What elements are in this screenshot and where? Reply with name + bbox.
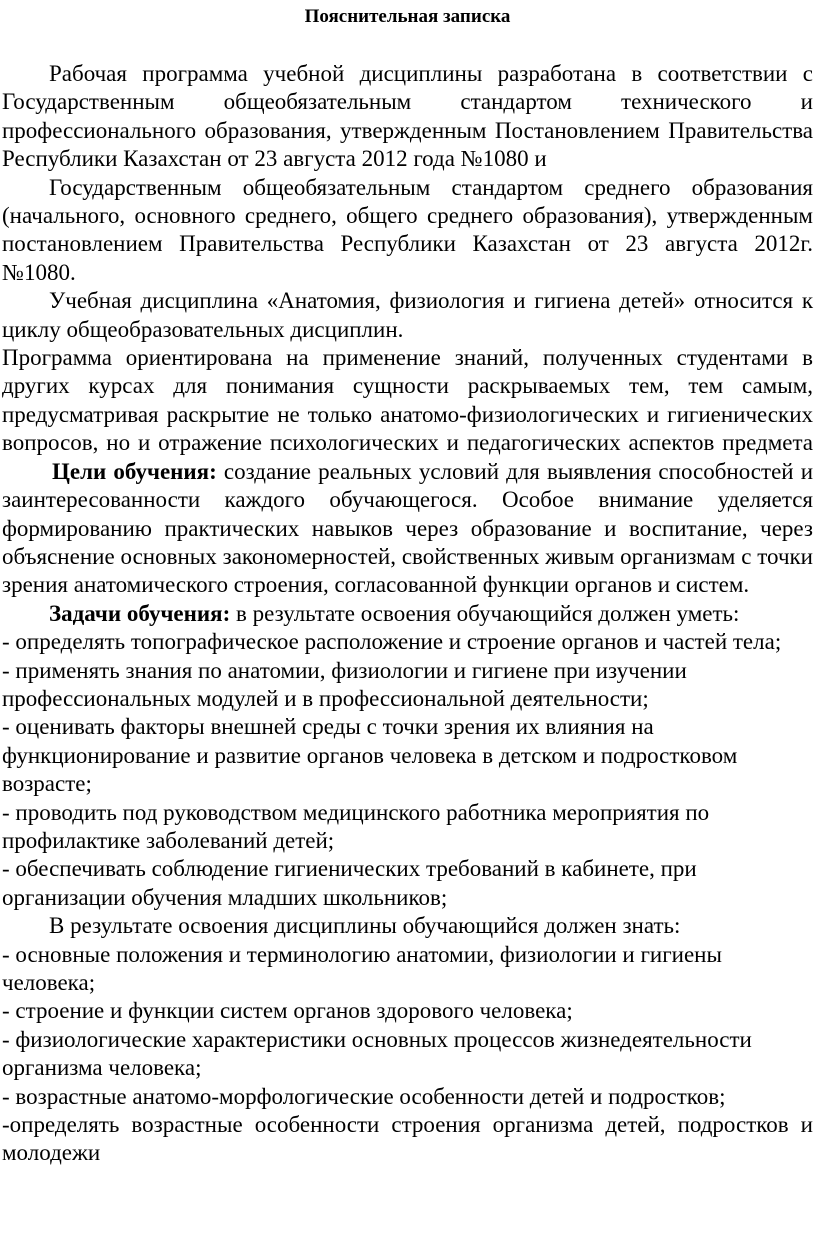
document-title: Пояснительная записка [304, 6, 511, 27]
paragraph-standard-secondary: Государственным общеобязательным стандартом среднего образования (начального, основного среднего, общего среднего образования), утвержденным постановлением Правительства Республики Казахстан от 23 августа 2012г. №1080. [2, 174, 813, 285]
list-item: -определять возрастные особенности строения организма детей, подростков и молодежи [2, 1112, 813, 1166]
paragraph-standard-technical: Рабочая программа учебной дисциплины разработана в соответствии с Государственным общеобязательным стандартом технического и профессионального образования, утвержденным Постановлением Правительства Республики Казахстан от 23 августа 2012 года №1080 и [2, 61, 813, 172]
list-item: - оценивать факторы внешней среды с точки зрения их влияния на функционирование и развитие органов человека в детском и подростковом возрасте; [2, 714, 738, 797]
paragraph-knowledge-intro: В результате освоения дисциплины обучающийся должен знать: [49, 913, 681, 939]
goals-label: Цели обучения: [52, 458, 217, 484]
tasks-label: Задачи обучения: [49, 600, 231, 626]
paragraph-program-orientation: Программа ориентирована на применение знаний, полученных студентами в других курсах для понимания сущности раскрываемых тем, тем самым, предусматривая раскрытие не только анатомо-физиологических и гигиенических вопросов, но и отражение психологических и педагогических аспектов предмета [2, 345, 813, 456]
paragraph-goals [2, 458, 813, 600]
list-item: - возрастные анатомо-морфологические особенности детей и подростков; [2, 1083, 726, 1109]
paragraph-discipline-cycle: Учебная дисциплина «Анатомия, физиология и гигиена детей» относится к циклу общеобразовательных дисциплин. [2, 288, 813, 342]
list-item: - применять знания по анатомии, физиологии и гигиене при изучении профессиональных модулей и в профессиональной деятельности; [2, 657, 687, 711]
list-item: - физиологические характеристики основных процессов жизнедеятельности организма человека; [2, 1026, 752, 1081]
list-item: - обеспечивать соблюдение гигиенических требований в кабинете, при организации обучения младших школьников; [2, 856, 697, 910]
tasks-text: в результате освоения обучающийся должен уметь: [230, 600, 740, 626]
list-item: - определять топографическое расположение и строение органов и частей тела; [2, 629, 782, 655]
list-item: - проводить под руководством медицинского работника мероприятия по профилактике заболеваний детей; [2, 799, 710, 853]
paragraph-tasks [2, 600, 813, 628]
list-item: - основные положения и терминологию анатомии, физиологии и гигиены человека; [2, 941, 722, 995]
goals-text: создание реальных условий для выявления способностей и заинтересованности каждого обучающегося. Особое внимание уделяется формированию практических навыков через образование и воспитание, через объяснение основных закономерностей, свойственных живым организмам с точки зрения анатомического строения, согласованной функции органов и систем. [2, 458, 813, 598]
list-item: - строение и функции систем органов здорового человека; [2, 998, 573, 1024]
